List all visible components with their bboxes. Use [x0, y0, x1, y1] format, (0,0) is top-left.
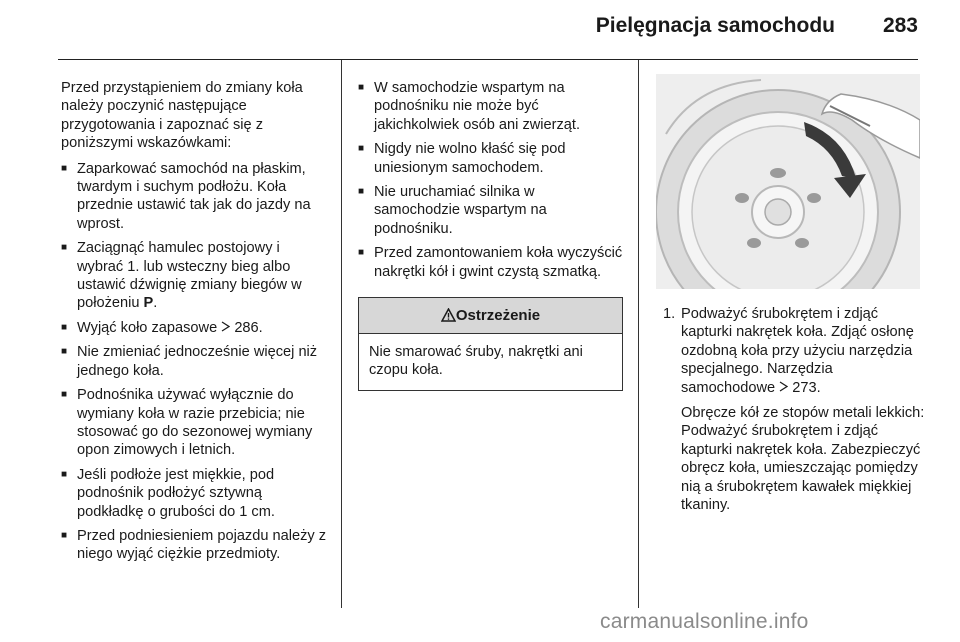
- header-divider: [58, 59, 918, 60]
- step-item: 1. Podważyć śrubokrętem i zdjąć kapturki nakrętek koła. Zdjąć osłonę ozdobną koła przy użyciu narzędzia specjalnego. Narzędzia samochodowe 273. Obręcze kół ze stopów metali lekkich: Podważyć śrubokrętem i zdjąć kapturki nakrętek koła. Zabezpieczyć obręcz koła, umieszczając pomiędzy nią a śrubokrętem kawałek miękkiej tkaniny.: [663, 305, 929, 514]
- list-item: ■ Nie uruchamiać silnika w samochodzie wspartym na podnośniku.: [358, 183, 624, 238]
- list-item: ■ Przed podniesieniem pojazdu należy z niego wyjąć ciężkie przedmioty.: [61, 527, 329, 564]
- warning-text: Nie smarować śruby, nakrętki ani czopu koła.: [369, 344, 583, 379]
- watermark: carmanualsonline.info: [600, 610, 809, 633]
- column-divider-2: [638, 60, 639, 608]
- page-ref-link[interactable]: 273.: [792, 379, 821, 396]
- list-item: ■ Przed zamontowaniem koła wyczyścić nakrętki kół i gwint czystą szmatką.: [358, 244, 624, 281]
- list-item: ■ Nie zmieniać jednocześnie więcej niż jednego koła.: [61, 343, 329, 380]
- warning-title: Ostrzeżenie: [455, 307, 541, 324]
- list-item: ■ Wyjąć koło zapasowe 286.: [61, 319, 329, 337]
- gear-position-p: P: [143, 295, 154, 312]
- page-ref-arrow-icon: [779, 380, 788, 396]
- column-3: [663, 305, 929, 521]
- step-number: 1.: [663, 306, 676, 322]
- warning-box: [358, 297, 623, 391]
- page-ref-arrow-icon: [221, 320, 230, 336]
- list-item: ■ Zaciągnąć hamulec postojowy i wybrać 1. lub wsteczny bieg albo ustawić dźwignię zmiany biegów w położeniu P.: [61, 239, 329, 313]
- warning-triangle-icon: [441, 307, 456, 324]
- list-item: ■ Podnośnika używać wyłącznie do wymiany koła w razie przebicia; nie stosować go do sezonowej wymiany opon zimowych i letnich.: [61, 386, 329, 460]
- list-item: ■ Zaparkować samochód na płaskim, twardym i suchym podłożu. Koła przednie ustawić tak jak do jazdy na wprost.: [61, 160, 329, 234]
- page-ref-link[interactable]: 286.: [234, 319, 263, 336]
- intro-paragraph: Przed przystąpieniem do zmiany koła należy poczynić następujące przygotowania i zapoznać się z poniższymi wskazówkami:: [61, 80, 303, 152]
- column-divider-1: [341, 60, 342, 608]
- page-title: Pielęgnacja samochodu: [595, 14, 835, 37]
- warning-header: [359, 298, 622, 334]
- column-2: [358, 79, 624, 287]
- list-item: ■ Nigdy nie wolno kłaść się pod uniesionym samochodem.: [358, 140, 624, 177]
- column-1: [61, 79, 329, 570]
- step-note: Obręcze kół ze stopów metali lekkich: Podważyć śrubokrętem i zdjąć kapturki nakrętek koła. Zabezpieczyć obręcz koła, umieszczając pomiędzy nią a śrubokrętem kawałek miękkiej tkaniny.: [681, 405, 925, 514]
- wheel-cover-removal-illustration: [656, 74, 920, 289]
- list-item: ■ Jeśli podłoże jest miękkie, pod podnośnik podłożyć sztywną podkładkę o grubości do 1 cm.: [61, 466, 329, 521]
- page-number: 283: [882, 14, 918, 37]
- list-item: ■ W samochodzie wspartym na podnośniku nie może być jakichkolwiek osób ani zwierząt.: [358, 79, 624, 134]
